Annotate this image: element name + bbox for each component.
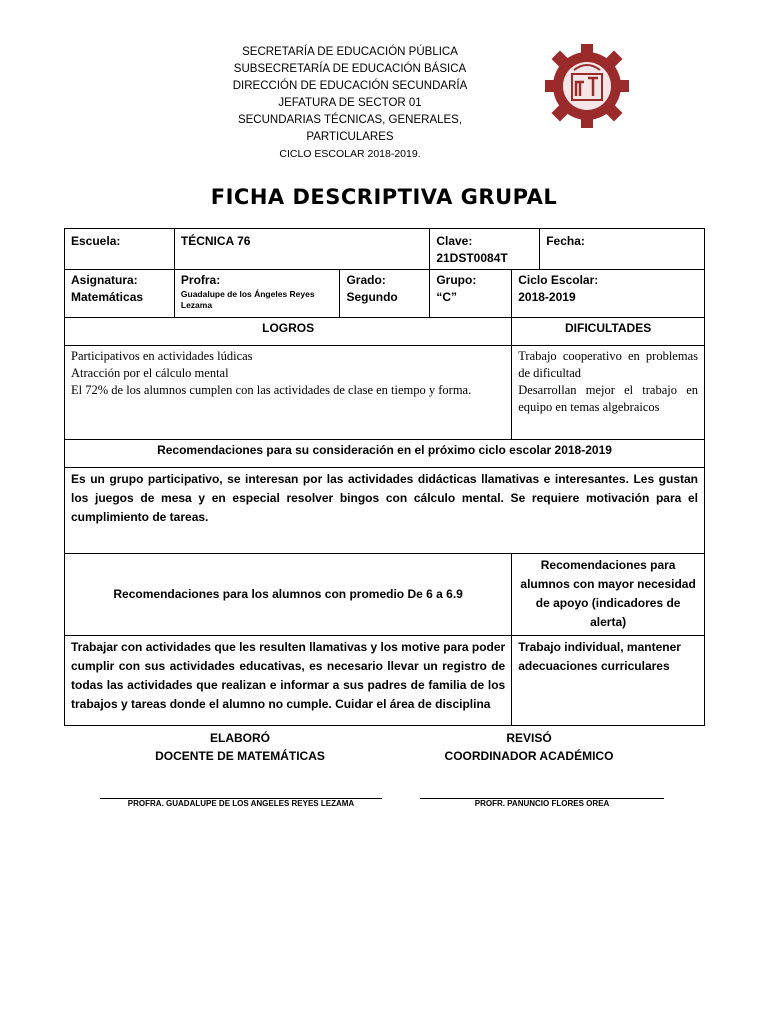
escuela-value: TÉCNICA 76 xyxy=(174,229,429,270)
ciclo-label: Ciclo Escolar: xyxy=(518,273,599,287)
grado-value: Segundo xyxy=(346,290,398,304)
ciclo-value: 2018-2019 xyxy=(518,290,576,304)
dificultad-item: Desarrollan mejor el trabajo en equipo en temas algebraicos xyxy=(518,383,698,414)
grado-label: Grado: xyxy=(346,273,386,287)
recomendaciones-header: Recomendaciones para su consideración en el próximo ciclo escolar 2018-2019 xyxy=(65,440,705,468)
clave-field: Clave: 21DST0084T xyxy=(430,229,540,270)
grado-cell xyxy=(340,270,430,318)
promedio-text: Trabajar con actividades que les resulten llamativas y los motive para poder cumplir con sus actividades educativas, es necesario llevar un registro de todas las actividades que realizan e informar a sus padres de familia de los trabajos y tareas donde el alumno no cumple. Cuidar el área de disciplina xyxy=(65,636,512,726)
header-line-4: JEFATURA DE SECTOR 01 xyxy=(278,97,422,109)
grupo-value: “C” xyxy=(436,290,457,304)
header-line-2: SUBSECRETARÍA DE EDUCACIÓN BÁSICA xyxy=(233,63,467,75)
promedio-header: Recomendaciones para los alumnos con promedio De 6 a 6.9 xyxy=(65,554,512,636)
logros-header: LOGROS xyxy=(65,318,512,346)
profra-value: Guadalupe de los Ángeles Reyes Lezama xyxy=(180,289,315,310)
docente-label: DOCENTE DE MATEMÁTICAS xyxy=(155,749,325,763)
fecha-label: Fecha: xyxy=(540,229,705,270)
dificultades-cell xyxy=(512,346,705,440)
logro-item: Participativos en actividades lúdicas xyxy=(71,349,253,363)
asignatura-label: Asignatura: xyxy=(71,273,138,287)
asignatura-cell xyxy=(65,270,175,318)
reviso-label: REVISÓ xyxy=(506,731,552,745)
header-line-3: DIRECCIÓN DE EDUCACIÓN SECUNDARÍA xyxy=(232,80,468,92)
logro-item: El 72% de los alumnos cumplen con las actividades de clase en tiempo y forma. xyxy=(71,383,472,397)
school-seal-gear-icon xyxy=(544,40,630,132)
elaboro-block xyxy=(114,729,366,765)
recomendaciones-text: Es un grupo participativo, se interesan por las actividades didácticas llamativas e interesantes. Les gustan los juegos de mesa y en especial resolver bingos con cálculo mental. Se requiere motivación para el cumplimiento de tareas. xyxy=(65,468,705,554)
reviso-block xyxy=(424,729,634,765)
grupo-cell xyxy=(430,270,512,318)
logro-item: Atracción por el cálculo mental xyxy=(71,366,229,380)
escuela-label: Escuela: xyxy=(65,229,175,270)
header-line-5: SECUNDARIAS TÉCNICAS, GENERALES, PARTICULARES xyxy=(237,114,463,143)
profra-label: Profra: xyxy=(180,273,221,287)
docente-name: PROFRA. GUADALUPE DE LOS ANGELES REYES LEZAMA xyxy=(127,799,355,808)
coordinador-label: COORDINADOR ACADÉMICO xyxy=(444,749,614,763)
coordinador-name: PROFR. PANUNCIO FLORES OREA xyxy=(474,799,610,808)
dificultad-item: Trabajo cooperativo en problemas de dificultad xyxy=(518,349,698,380)
grupo-label: Grupo: xyxy=(436,273,477,287)
ciclo-cell xyxy=(512,270,705,318)
document-header xyxy=(200,44,500,163)
profra-cell xyxy=(174,270,340,318)
document-title: FICHA DESCRIPTIVA GRUPAL xyxy=(210,185,558,209)
descriptive-form-table xyxy=(64,228,705,726)
apoyo-text: Trabajo individual, mantener adecuaciones curriculares xyxy=(512,636,705,726)
elaboro-label: ELABORÓ xyxy=(210,731,270,745)
asignatura-value: Matemáticas xyxy=(71,290,144,304)
apoyo-header: Recomendaciones para alumnos con mayor necesidad de apoyo (indicadores de alerta) xyxy=(512,554,705,636)
header-line-6: CICLO ESCOLAR 2018-2019. xyxy=(279,148,421,160)
dificultades-header: DIFICULTADES xyxy=(512,318,705,346)
header-line-1: SECRETARÍA DE EDUCACIÓN PÚBLICA xyxy=(242,46,458,58)
logros-cell xyxy=(65,346,512,440)
